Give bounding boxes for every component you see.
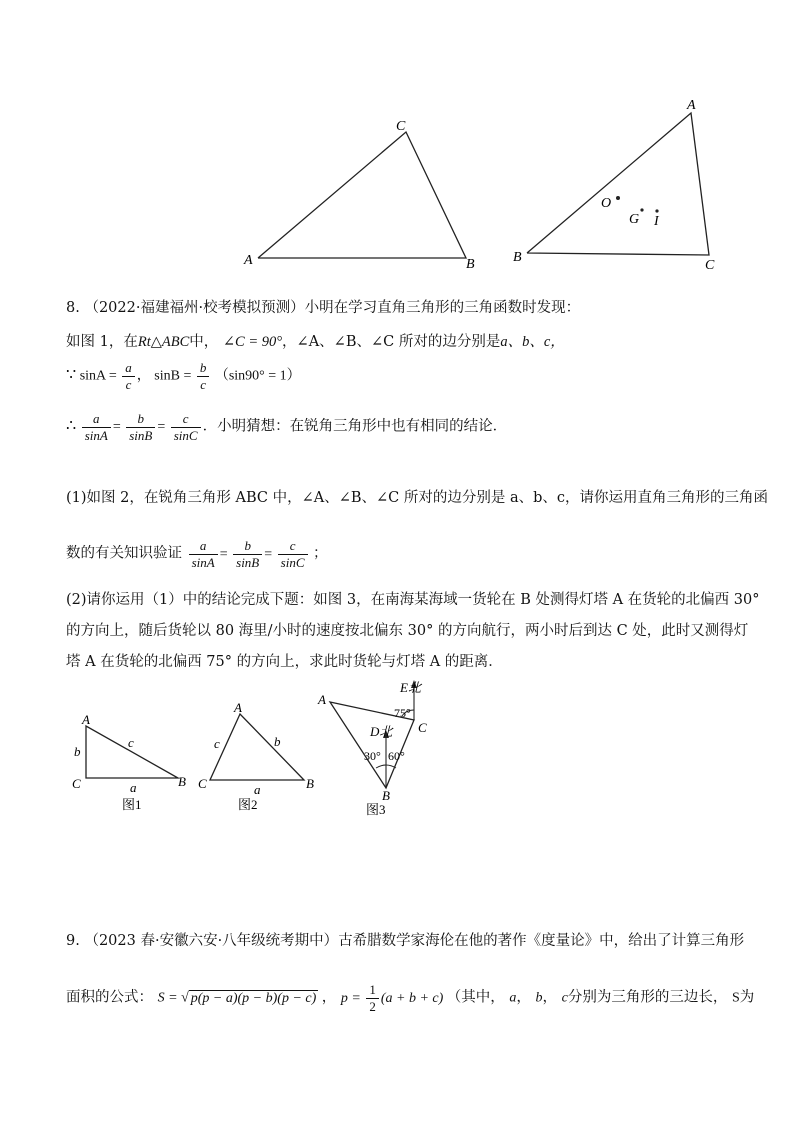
- q9-comma: ，: [321, 989, 337, 1006]
- heron-radicand: p(p − a)(p − b)(p − c): [190, 990, 317, 1006]
- fig3-label-e: E北: [400, 680, 421, 695]
- frac-a-sina: $\frac{a}{\sin A}$: [82, 411, 111, 444]
- q8-line1-text-c: ，∠A、∠B、∠C 所对的边分别是: [282, 334, 501, 350]
- q8-source: （2022·福建福州·校考模拟预测）: [84, 300, 305, 316]
- point-i: [655, 209, 658, 212]
- sinb-label: ， sinB =: [136, 368, 192, 384]
- fig2-triangle: [210, 714, 304, 780]
- fig2-vertex-b: B: [306, 776, 314, 791]
- q9-text2-b: （其中，: [446, 989, 505, 1006]
- label-i: I: [654, 214, 659, 229]
- q8-part2-line1: (2)请你运用（1）中的结论完成下题：如图 3，在南海某海域一货轮在 B 处测得灯塔 A 在货轮的北偏西 30°: [66, 592, 760, 608]
- figure-1: [66, 710, 206, 815]
- fig3-angle-75: 75°: [394, 706, 411, 720]
- fig3-vertex-c: C: [418, 720, 427, 735]
- point-g: [640, 208, 643, 211]
- fig2-vertex-a: A: [234, 700, 242, 715]
- var-a: a: [509, 990, 517, 1006]
- sina-label: sinA =: [79, 368, 117, 384]
- label-c-left: C: [396, 119, 406, 134]
- fig2-caption: 图2: [238, 797, 258, 812]
- q9-text2-c: 分别为三角形的三边长，: [567, 989, 728, 1006]
- sqrt-symbol: √: [181, 990, 189, 1006]
- fig3-label-d: D北: [370, 724, 393, 739]
- q8-part2-line2: 的方向上，随后货轮以 80 海里/小时的速度按北偏东 30° 的方向航行，两小时后到达 C 处，此时又测得灯: [66, 623, 749, 639]
- label-b-left: B: [466, 257, 475, 272]
- point-o: [616, 196, 620, 200]
- because-symbol: ∵: [66, 366, 77, 384]
- q8-part1-end: ；: [313, 545, 328, 562]
- q8-header: [66, 298, 580, 318]
- fig1-side-b: b: [74, 744, 81, 759]
- top-figure-right: [505, 95, 730, 275]
- q8-line3: ∴ $\frac{a}{\sin A}$ = $\frac{b}{\sin B}$ = $\frac{c}{\sin C}$ ．小明猜想：在锐角三角形中也有相同的结论．: [66, 411, 508, 443]
- fig3-vertex-b: B: [382, 788, 390, 803]
- q9-line1: [66, 931, 744, 951]
- q8-part1-line1: (1)如图 2，在锐角三角形 ABC 中，∠A、∠B、∠C 所对的边分别是 a、b、c，请你运用直角三角形的三角函: [66, 490, 769, 506]
- fig3-angle-30: 30°: [364, 749, 381, 763]
- fig1-vertex-a: A: [82, 712, 90, 727]
- q8-number: 8.: [66, 300, 80, 316]
- q9-number: 9.: [66, 933, 80, 949]
- q8-line1: [66, 332, 565, 352]
- p-sum: (a + b + c): [380, 990, 444, 1006]
- q9-source: （2023 春·安徽六安·八年级统考期中）: [84, 933, 339, 949]
- frac-c-sinc: $\frac{c}{\sin C}$: [171, 411, 201, 444]
- top-figure-left: [230, 110, 490, 275]
- frac-a-over-c: $\frac{a}{c}$: [122, 360, 135, 393]
- q8-rt-triangle: Rt△ABC: [137, 334, 190, 350]
- q8-part2-line3: 塔 A 在货轮的北偏西 75° 的方向上，求此时货轮与灯塔 A 的距离．: [66, 654, 503, 670]
- q9-text2-a: 面积的公式：: [66, 989, 153, 1006]
- q8-line1-text-b: 中，: [189, 334, 219, 350]
- fig3-vertex-a: A: [318, 692, 326, 707]
- frac-c-sinc-2: $\frac{c}{\sin C}$: [278, 538, 308, 571]
- label-b-right: B: [513, 250, 522, 265]
- fig1-side-c: c: [128, 735, 134, 750]
- fig1-side-a: a: [130, 780, 137, 795]
- var-c: c: [561, 990, 568, 1006]
- fig3-angle-60: 60°: [388, 749, 405, 763]
- fig1-vertex-b: B: [178, 774, 186, 789]
- sin90-note: （sin90° = 1）: [214, 368, 301, 384]
- fig1-caption: 图1: [122, 797, 142, 812]
- label-a-right: A: [687, 98, 696, 113]
- p-equals: p =: [340, 990, 361, 1006]
- frac-b-sinb: $\frac{b}{\sin B}$: [126, 411, 155, 444]
- q8-sides: a、b、c，: [500, 334, 565, 350]
- q8-line2: [66, 360, 301, 393]
- q9-text1: 古希腊数学家海伦在他的著作《度量论》中，给出了计算三角形: [338, 933, 745, 949]
- label-g: G: [629, 212, 640, 227]
- q8-intro: 小明在学习直角三角形的三角函数时发现：: [304, 300, 581, 316]
- fig2-vertex-c: C: [198, 776, 207, 791]
- frac-one-half: $\frac{1}{2}$: [366, 982, 379, 1015]
- label-a-left: A: [244, 253, 253, 268]
- frac-b-over-c: $\frac{b}{c}$: [197, 360, 210, 393]
- label-o: O: [601, 196, 612, 211]
- var-s: S: [731, 990, 740, 1006]
- frac-a-sina-2: $\frac{a}{\sin A}$: [189, 538, 218, 571]
- fig1-triangle: [86, 726, 178, 778]
- fig2-side-c: c: [214, 736, 220, 751]
- q9-text2-d: 为: [739, 989, 755, 1006]
- q8-angle-c: ∠C = 90°: [222, 334, 283, 350]
- fig2-side-a: a: [254, 782, 261, 797]
- q9-line2: 面积的公式： S = √ p(p − a)(p − b)(p − c) ， p = $\frac{1}{2}$ (a + b + c) （其中， a， b， c分别为三角形的三边长， S为: [66, 982, 755, 1014]
- var-b: b: [535, 990, 543, 1006]
- fig3-caption: 图3: [366, 802, 386, 816]
- triangle-abc-left: [258, 132, 466, 258]
- fig2-side-b: b: [274, 734, 281, 749]
- q8-part1-text: 数的有关知识验证: [66, 545, 182, 562]
- q8-part1-line2: 数的有关知识验证 $\frac{a}{\sin A}$ = $\frac{b}{\sin B}$ = $\frac{c}{\sin C}$ ；: [66, 538, 328, 570]
- heron-s: S =: [157, 990, 178, 1006]
- label-c-right: C: [705, 258, 715, 273]
- frac-b-sinb-2: $\frac{b}{\sin B}$: [233, 538, 262, 571]
- q8-line1-text-a: 如图 1，在: [66, 334, 138, 350]
- fig1-vertex-c: C: [72, 776, 81, 791]
- therefore-symbol: ∴: [66, 417, 77, 435]
- q8-guess: ．小明猜想：在锐角三角形中也有相同的结论．: [202, 418, 508, 435]
- figure-3: [310, 676, 450, 816]
- triangle-abc-right: [527, 113, 709, 255]
